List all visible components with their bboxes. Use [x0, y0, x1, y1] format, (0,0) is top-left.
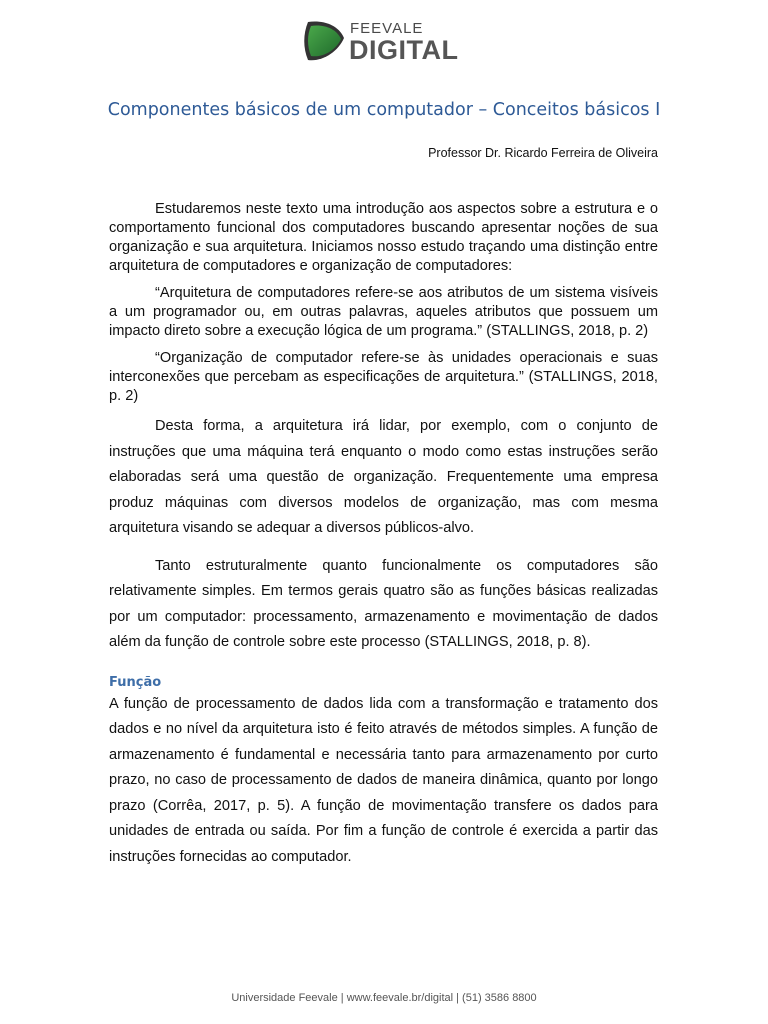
logo-main-text: DIGITAL — [349, 35, 459, 65]
document-body — [109, 200, 658, 870]
quote-architecture: “Arquitetura de computadores refere-se aos atributos de um sistema visíveis a um programador ou, em outras palavras, aqueles atributos que possuem um impacto direto sobre a execução lógica de um programa.” (STALLINGS, 2018, p. 2) — [109, 285, 658, 339]
section-heading-funcao: Função — [109, 674, 162, 690]
document-title: Componentes básicos de um computador – Conceitos básicos I — [107, 100, 661, 120]
page-footer: Universidade Feevale | www.feevale.br/digital | (51) 3586 8800 — [231, 992, 537, 1004]
quote-organization: “Organização de computador refere-se às unidades operacionais e suas interconexões que percebam as especificações de arquitetura.” (STALLINGS, 2018, p. 2) — [109, 350, 658, 404]
paragraph-funcao: A função de processamento de dados lida com a transformação e tratamento dos dados e no nível da arquitetura isto é feito através de métodos simples. A função de armazenamento é fundamental e necessária tanto para armazenamento por curto prazo, no caso de processamento de dados de maneira dinâmica, quanto por longo prazo (Corrêa, 2017, p. 5). A função de movimentação transfere os dados para unidades de entrada ou saída. Por fim a função de controle é exercida a partir das instruções fornecidas ao computador. — [109, 695, 658, 865]
feevale-digital-logo — [300, 18, 470, 66]
paragraph-architecture-vs-organization: Desta forma, a arquitetura irá lidar, por exemplo, com o conjunto de instruções que uma máquina terá enquanto o modo como estas instruções serão elaboradas será uma questão de organização. Frequentemente uma empresa produz máquinas com diversos modelos de organização, mas com mesma arquitetura visando se adequar a diversos públicos-alvo. — [109, 418, 658, 536]
logo-top-text: FEEVALE — [350, 20, 424, 37]
feevale-leaf-icon — [300, 18, 346, 64]
paragraph-basic-functions: Tanto estruturalmente quanto funcionalmente os computadores são relativamente simples. Em termos gerais quatro são as funções básicas realizadas por um computador: processamento, armazenamento e movimentação de dados além da função de controle sobre este processo (STALLINGS, 2018, p. 8). — [109, 557, 658, 650]
document-author: Professor Dr. Ricardo Ferreira de Oliveira — [428, 146, 658, 160]
paragraph-intro: Estudaremos neste texto uma introdução aos aspectos sobre a estrutura e o comportamento funcional dos computadores buscando apresentar noções de sua organização e sua arquitetura. Iniciamos nosso estudo traçando uma distinção entre arquitetura de computadores e organização de computadores: — [109, 201, 658, 274]
